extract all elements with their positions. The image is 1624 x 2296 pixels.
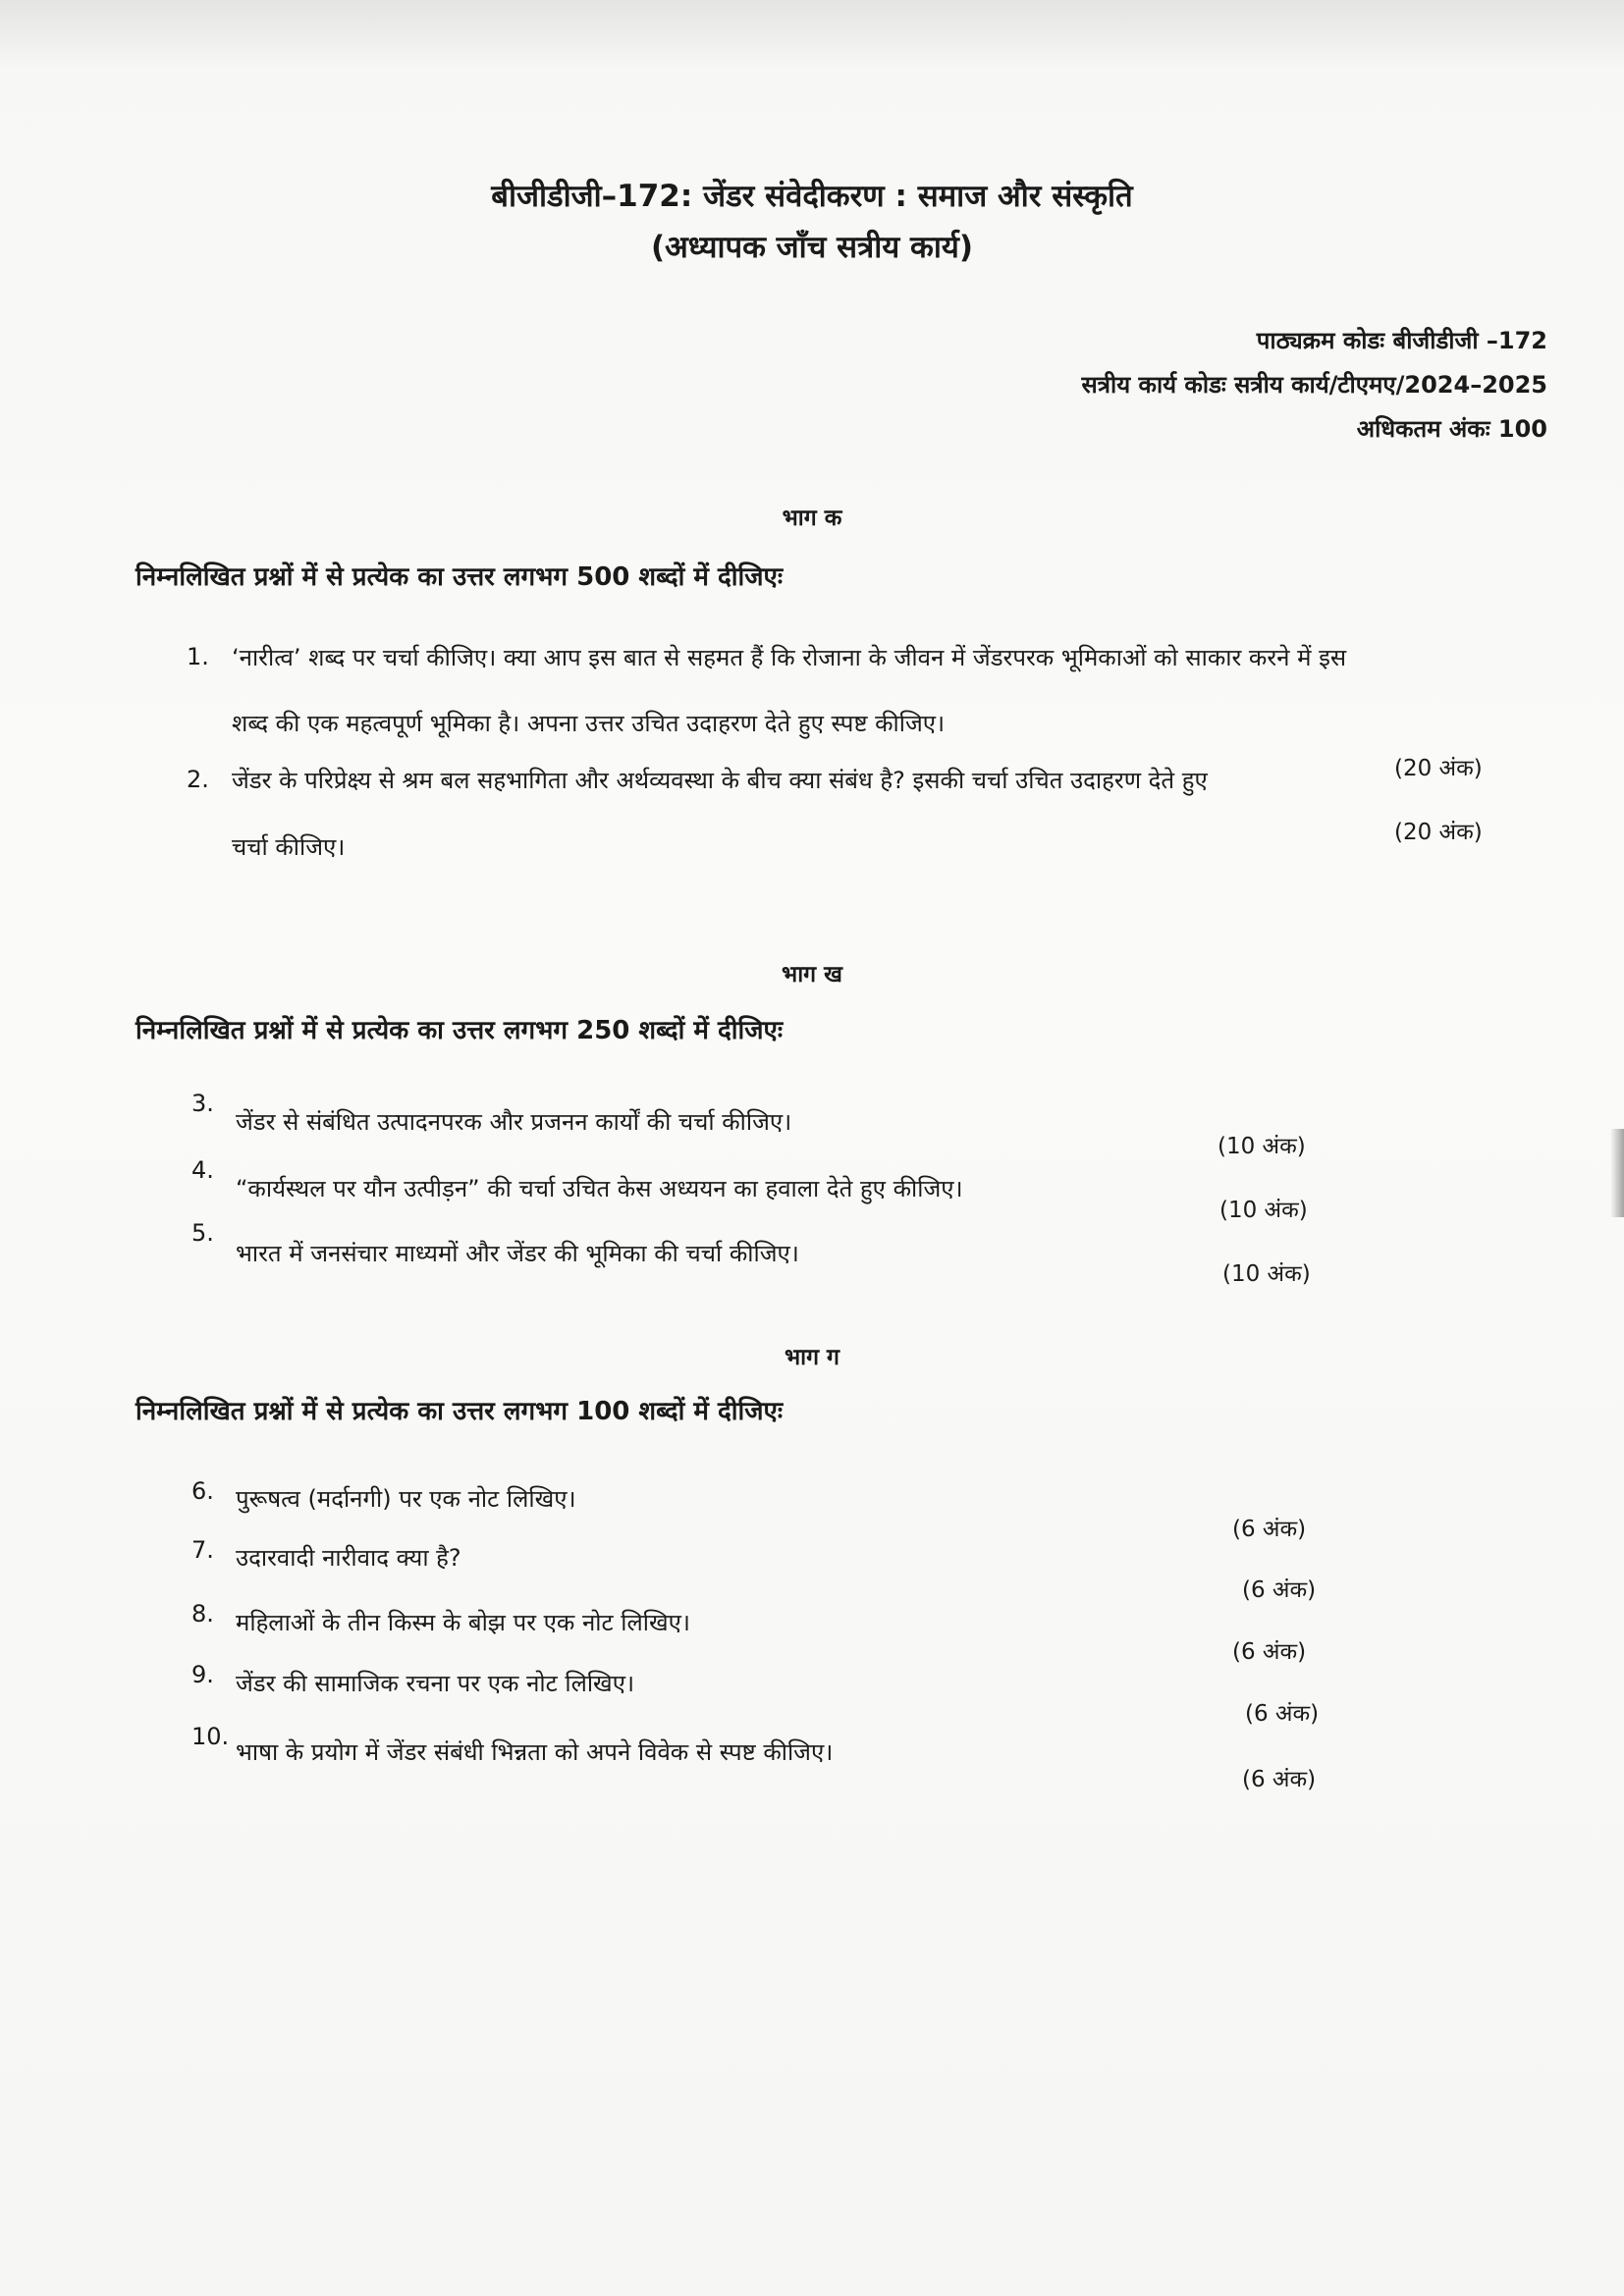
question-text: चर्चा कीजिए। [232,833,346,861]
question-text: भारत में जनसंचार माध्यमों और जेंडर की भूमिका की चर्चा कीजिए। [236,1240,799,1267]
question-number: 5. [191,1219,214,1247]
question-number: 2. [187,766,209,793]
max-marks: अधिकतम अंकः 100 [1356,415,1547,443]
question-number: 1. [187,643,209,670]
question-marks: (6 अंक) [1232,1639,1307,1665]
question-text: जेंडर से संबंधित उत्पादनपरक और प्रजनन कार्यों की चर्चा कीजिए। [236,1108,792,1136]
question-number: 10. [191,1723,230,1750]
document-title: बीजीडीजी–172: जेंडर संवेदीकरण : समाज और संस्कृति [491,179,1133,214]
question-marks: (20 अंक) [1394,820,1483,845]
question-marks: (6 अंक) [1245,1701,1320,1727]
question-number: 8. [191,1600,214,1628]
question-number: 7. [191,1536,214,1564]
question-marks: (10 अंक) [1219,1198,1308,1223]
question-marks: (6 अंक) [1242,1767,1317,1792]
question-marks: (10 अंक) [1222,1261,1311,1287]
question-text: “कार्यस्थल पर यौन उत्पीड़न” की चर्चा उचित केस अध्ययन का हवाला देते हुए कीजिए। [236,1175,963,1202]
question-text: जेंडर के परिप्रेक्ष्य से श्रम बल सहभागिता और अर्थव्यवस्था के बीच क्या संबंध है? इसकी चर्चा उचित उदाहरण देते हुए [232,767,1208,794]
question-marks: (6 अंक) [1232,1517,1307,1542]
section-instruction: निम्नलिखित प्रश्नों में से प्रत्येक का उत्तर लगभग 250 शब्दों में दीजिएः [135,1016,784,1045]
section-instruction: निम्नलिखित प्रश्नों में से प्रत्येक का उत्तर लगभग 100 शब्दों में दीजिएः [135,1397,784,1426]
scan-top-shadow [0,0,1624,69]
section-heading: भाग क [782,506,842,531]
question-number: 4. [191,1156,214,1184]
question-text: महिलाओं के तीन किस्म के बोझ पर एक नोट लिखिए। [236,1609,690,1636]
section-heading: भाग ग [784,1345,840,1370]
question-text: शब्द की एक महत्वपूर्ण भूमिका है। अपना उत्तर उचित उदाहरण देते हुए स्पष्ट कीजिए। [232,710,946,737]
question-text: उदारवादी नारीवाद क्या है? [236,1544,461,1572]
question-number: 9. [191,1661,214,1688]
question-marks: (6 अंक) [1242,1577,1317,1603]
question-text: जेंडर की सामाजिक रचना पर एक नोट लिखिए। [236,1670,635,1697]
section-instruction: निम्नलिखित प्रश्नों में से प्रत्येक का उत्तर लगभग 500 शब्दों में दीजिएः [135,562,784,592]
question-number: 3. [191,1090,214,1117]
section-heading: भाग ख [782,962,842,988]
question-number: 6. [191,1477,214,1505]
document-subtitle: (अध्यापक जाँच सत्रीय कार्य) [650,230,974,265]
course-code: पाठ्यक्रम कोडः बीजीडीजी –172 [1256,327,1547,354]
question-text: पुरूषत्व (मर्दानगी) पर एक नोट लिखिए। [236,1485,576,1513]
question-text: भाषा के प्रयोग में जेंडर संबंधी भिन्नता को अपने विवेक से स्पष्ट कीजिए। [236,1738,834,1766]
assignment-code: सत्रीय कार्य कोडः सत्रीय कार्य/टीएमए/2024–2025 [1081,371,1547,399]
question-marks: (20 अंक) [1394,756,1483,781]
scan-edge-shadow [1610,1129,1624,1217]
question-marks: (10 अंक) [1218,1134,1306,1159]
question-text: ‘नारीत्व’ शब्द पर चर्चा कीजिए। क्या आप इस बात से सहमत हैं कि रोजाना के जीवन में जेंडरपरक भूमिकाओं को साकार करने में इस [232,644,1347,671]
